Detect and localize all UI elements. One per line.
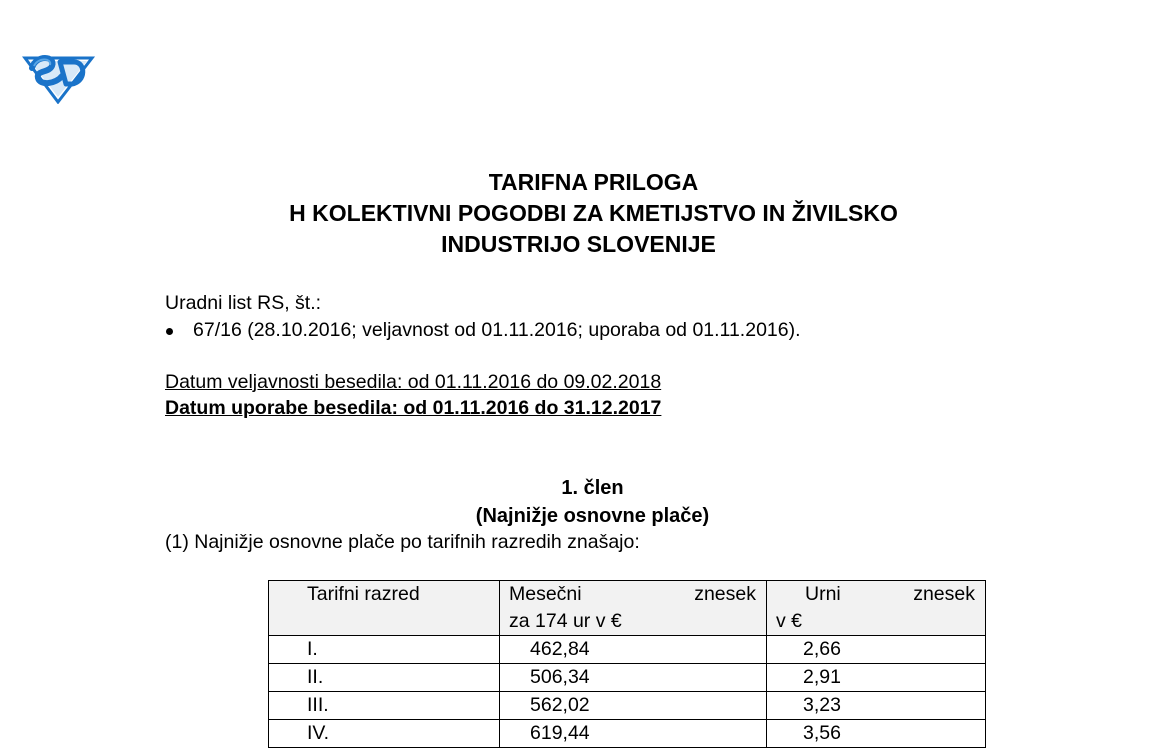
hourly-amount-cell: 2,91: [767, 664, 986, 692]
header-monthly-amount: [500, 581, 767, 636]
article-header: [0, 474, 1157, 530]
hourly-amount-cell: 3,56: [767, 720, 986, 748]
header-monthly-word-1: Mesečni: [509, 583, 582, 605]
header-hourly-amount: [767, 581, 986, 636]
header-hourly-word-2: znesek: [913, 583, 975, 605]
monthly-amount-cell: 562,02: [500, 692, 767, 720]
header-monthly-line-2: za 174 ur v €: [509, 610, 622, 632]
header-hourly-word-1: Urni: [805, 583, 841, 605]
gazette-item: [165, 317, 801, 344]
monthly-amount-cell: 619,44: [500, 720, 767, 748]
validity-date-text: Datum veljavnosti besedila: od 01.11.2016 do 09.02.2018: [165, 371, 662, 393]
gazette-list: [165, 317, 801, 344]
application-date-text: Datum uporabe besedila: od 01.11.2016 do 31.12.2017: [165, 397, 662, 419]
table-row: [269, 664, 986, 692]
document-title: [0, 167, 1157, 260]
monthly-amount-cell: 506,34: [500, 664, 767, 692]
gazette-reference: [165, 290, 801, 344]
title-line-3: INDUSTRIJO SLOVENIJE: [441, 231, 716, 257]
tariff-class-cell: IV.: [269, 720, 500, 748]
header-hourly-line-2: v €: [776, 610, 803, 632]
gazette-label: Uradni list RS, št.:: [165, 292, 322, 314]
monthly-amount-cell: 462,84: [500, 636, 767, 664]
article-heading: (Najnižje osnovne plače): [475, 505, 710, 527]
hourly-amount-cell: 2,66: [767, 636, 986, 664]
table-row: [269, 636, 986, 664]
article-paragraph: (1) Najnižje osnovne plače po tarifnih razredih znašajo:: [165, 531, 640, 553]
wage-table: [268, 580, 986, 748]
hourly-amount-cell: 3,23: [767, 692, 986, 720]
title-line-1: TARIFNA PRILOGA: [488, 169, 699, 195]
table-row: [269, 720, 986, 748]
bullet-icon: [166, 328, 173, 335]
gazette-item-text: 67/16 (28.10.2016; veljavnost od 01.11.2016; uporaba od 01.11.2016).: [193, 319, 801, 341]
sd-shield-logo: [22, 48, 96, 104]
tariff-class-cell: II.: [269, 664, 500, 692]
title-line-2: H KOLEKTIVNI POGODBI ZA KMETIJSTVO IN ŽIVILSKO: [289, 200, 898, 226]
article-number: 1. člen: [561, 477, 624, 499]
header-monthly-word-2: znesek: [694, 583, 756, 605]
tariff-class-cell: I.: [269, 636, 500, 664]
header-tariff-class: Tarifni razred: [269, 581, 500, 636]
table-header-row: [269, 581, 986, 636]
table-row: [269, 692, 986, 720]
logo-icon: [22, 48, 96, 104]
tariff-class-cell: III.: [269, 692, 500, 720]
validity-dates: [165, 369, 661, 421]
